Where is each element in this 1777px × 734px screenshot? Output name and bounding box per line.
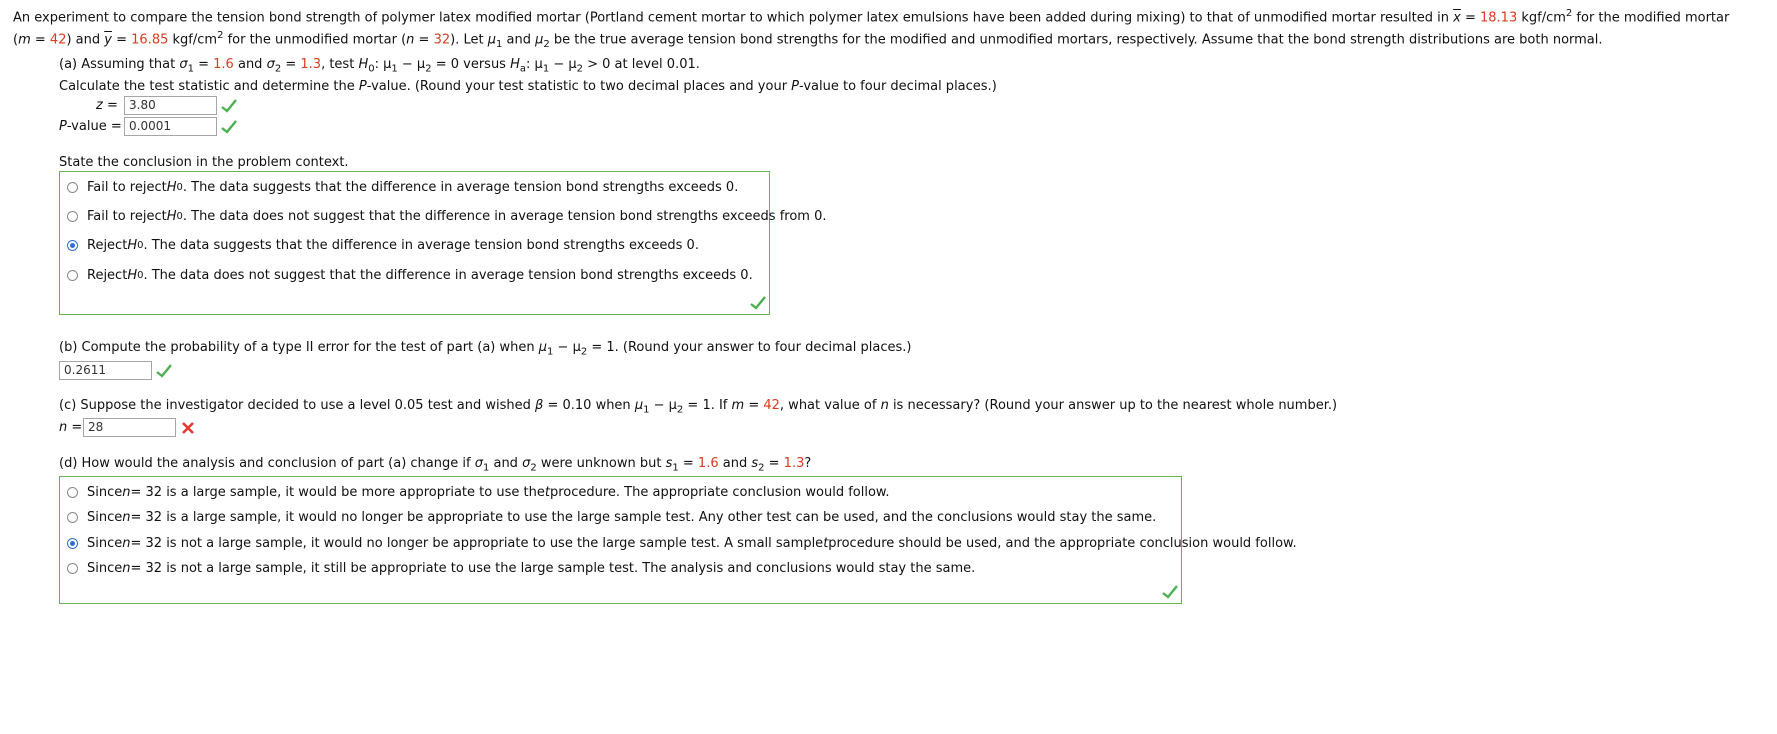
radio-button[interactable] bbox=[67, 563, 78, 574]
part-a-option-3[interactable]: Reject H 0 . The data suggests that the difference in average tension bond strengths exceeds 0. bbox=[67, 238, 699, 253]
conclusion-prompt: State the conclusion in the problem context. bbox=[59, 155, 349, 170]
m-value: 42 bbox=[49, 32, 67, 48]
z-label: z = bbox=[96, 98, 118, 113]
p-value-label: P-value = bbox=[59, 119, 122, 134]
part-d-option-3[interactable]: Since n = 32 is not a large sample, it would no longer be appropriate to use the large sample test. A small sample t procedure should be used, and the appropriate conclusion would follow. bbox=[67, 536, 1297, 551]
part-d-option-4[interactable]: Since n = 32 is not a large sample, it still be appropriate to use the large sample test. The analysis and conclusions would stay the same. bbox=[67, 561, 975, 576]
n-label: n = bbox=[59, 420, 83, 435]
p-value-input[interactable]: 0.0001 bbox=[124, 117, 217, 136]
ybar-value: 16.85 bbox=[131, 32, 169, 48]
correct-check-icon bbox=[1162, 585, 1178, 599]
part-b-question: (b) Compute the probability of a type II error for the test of part (a) when $\mu_1 - \mu_2 = 1$. (Round your answer to four decimal places.) bbox=[59, 340, 912, 358]
part-a-instructions: Calculate the test statistic and determine the P-value. (Round your test statistic to two decimal places and your P-value to four decimal places.) bbox=[59, 79, 997, 94]
part-d-option-2[interactable]: Since n = 32 is a large sample, it would no longer be appropriate to use the large sample test. Any other test can be used, and the conclusions would stay the same. bbox=[67, 510, 1156, 525]
radio-button[interactable] bbox=[67, 211, 78, 222]
part-c-input[interactable]: 28 bbox=[83, 418, 176, 437]
radio-button-selected[interactable] bbox=[67, 538, 78, 549]
correct-check-icon bbox=[156, 364, 172, 378]
part-d-question: (d) How would the analysis and conclusion of part (a) change if $\sigma_1$ and $\sigma_2$ were unknown but $s_1 = 1.6$ and $s_2 = 1.3$? bbox=[59, 456, 812, 474]
part-b-input[interactable]: 0.2611 bbox=[59, 361, 152, 380]
part-c-question: (c) Suppose the investigator decided to use a level 0.05 test and wished β = 0.10 when $\mu_1 - \mu_2 = 1$. If m = 42, what value of n is necessary? (Round your answer up to the nearest whole number.) bbox=[59, 398, 1338, 416]
incorrect-x-icon bbox=[180, 421, 196, 435]
part-a-option-2[interactable]: Fail to reject H 0 . The data does not suggest that the difference in average tension bond strengths exceeds from 0. bbox=[67, 209, 826, 224]
radio-button[interactable] bbox=[67, 487, 78, 498]
correct-check-icon bbox=[221, 120, 237, 134]
correct-check-icon bbox=[750, 296, 766, 310]
part-a-option-1[interactable]: Fail to reject H 0 . The data suggests that the difference in average tension bond strengths exceeds 0. bbox=[67, 180, 738, 195]
radio-button[interactable] bbox=[67, 182, 78, 193]
correct-check-icon bbox=[221, 99, 237, 113]
problem-line-1: An experiment to compare the tension bond strength of polymer latex modified mortar (Portland cement mortar to which polymer latex emulsions have been added during mixing) to that of unmodified mortar resulted in $\overline{x} = 18.13$ kgf/$cm^2$ for the modified mortar bbox=[13, 8, 1730, 26]
radio-button-selected[interactable] bbox=[67, 240, 78, 251]
part-a-question: (a) Assuming that $\sigma_1 = 1.6$ and $\sigma_2 = 1.3$, test $H_0$: $\mu_1 - \mu_2 = 0$ versus $H_a$: $\mu_1 - \mu_2 > 0$ at level 0.01. bbox=[59, 57, 700, 75]
problem-line-2: (m = 42) and $\overline{y} = 16.85$ kgf/$cm^2$ for the unmodified mortar (n = 32). Let $\mu_1$ and $\mu_2$ be the true average tension bond strengths for the modified and unmodified mortars, respectively. Assume that the bond strength distributions are both normal. bbox=[13, 30, 1603, 50]
z-input[interactable]: 3.80 bbox=[124, 96, 217, 115]
n-value: 32 bbox=[433, 32, 451, 48]
xbar-value: 18.13 bbox=[1480, 10, 1518, 26]
part-d-option-1[interactable]: Since n = 32 is a large sample, it would be more appropriate to use the t procedure. The appropriate conclusion would follow. bbox=[67, 485, 890, 500]
radio-button[interactable] bbox=[67, 270, 78, 281]
radio-button[interactable] bbox=[67, 512, 78, 523]
part-a-option-4[interactable]: Reject H 0 . The data does not suggest that the difference in average tension bond strengths exceeds 0. bbox=[67, 268, 753, 283]
